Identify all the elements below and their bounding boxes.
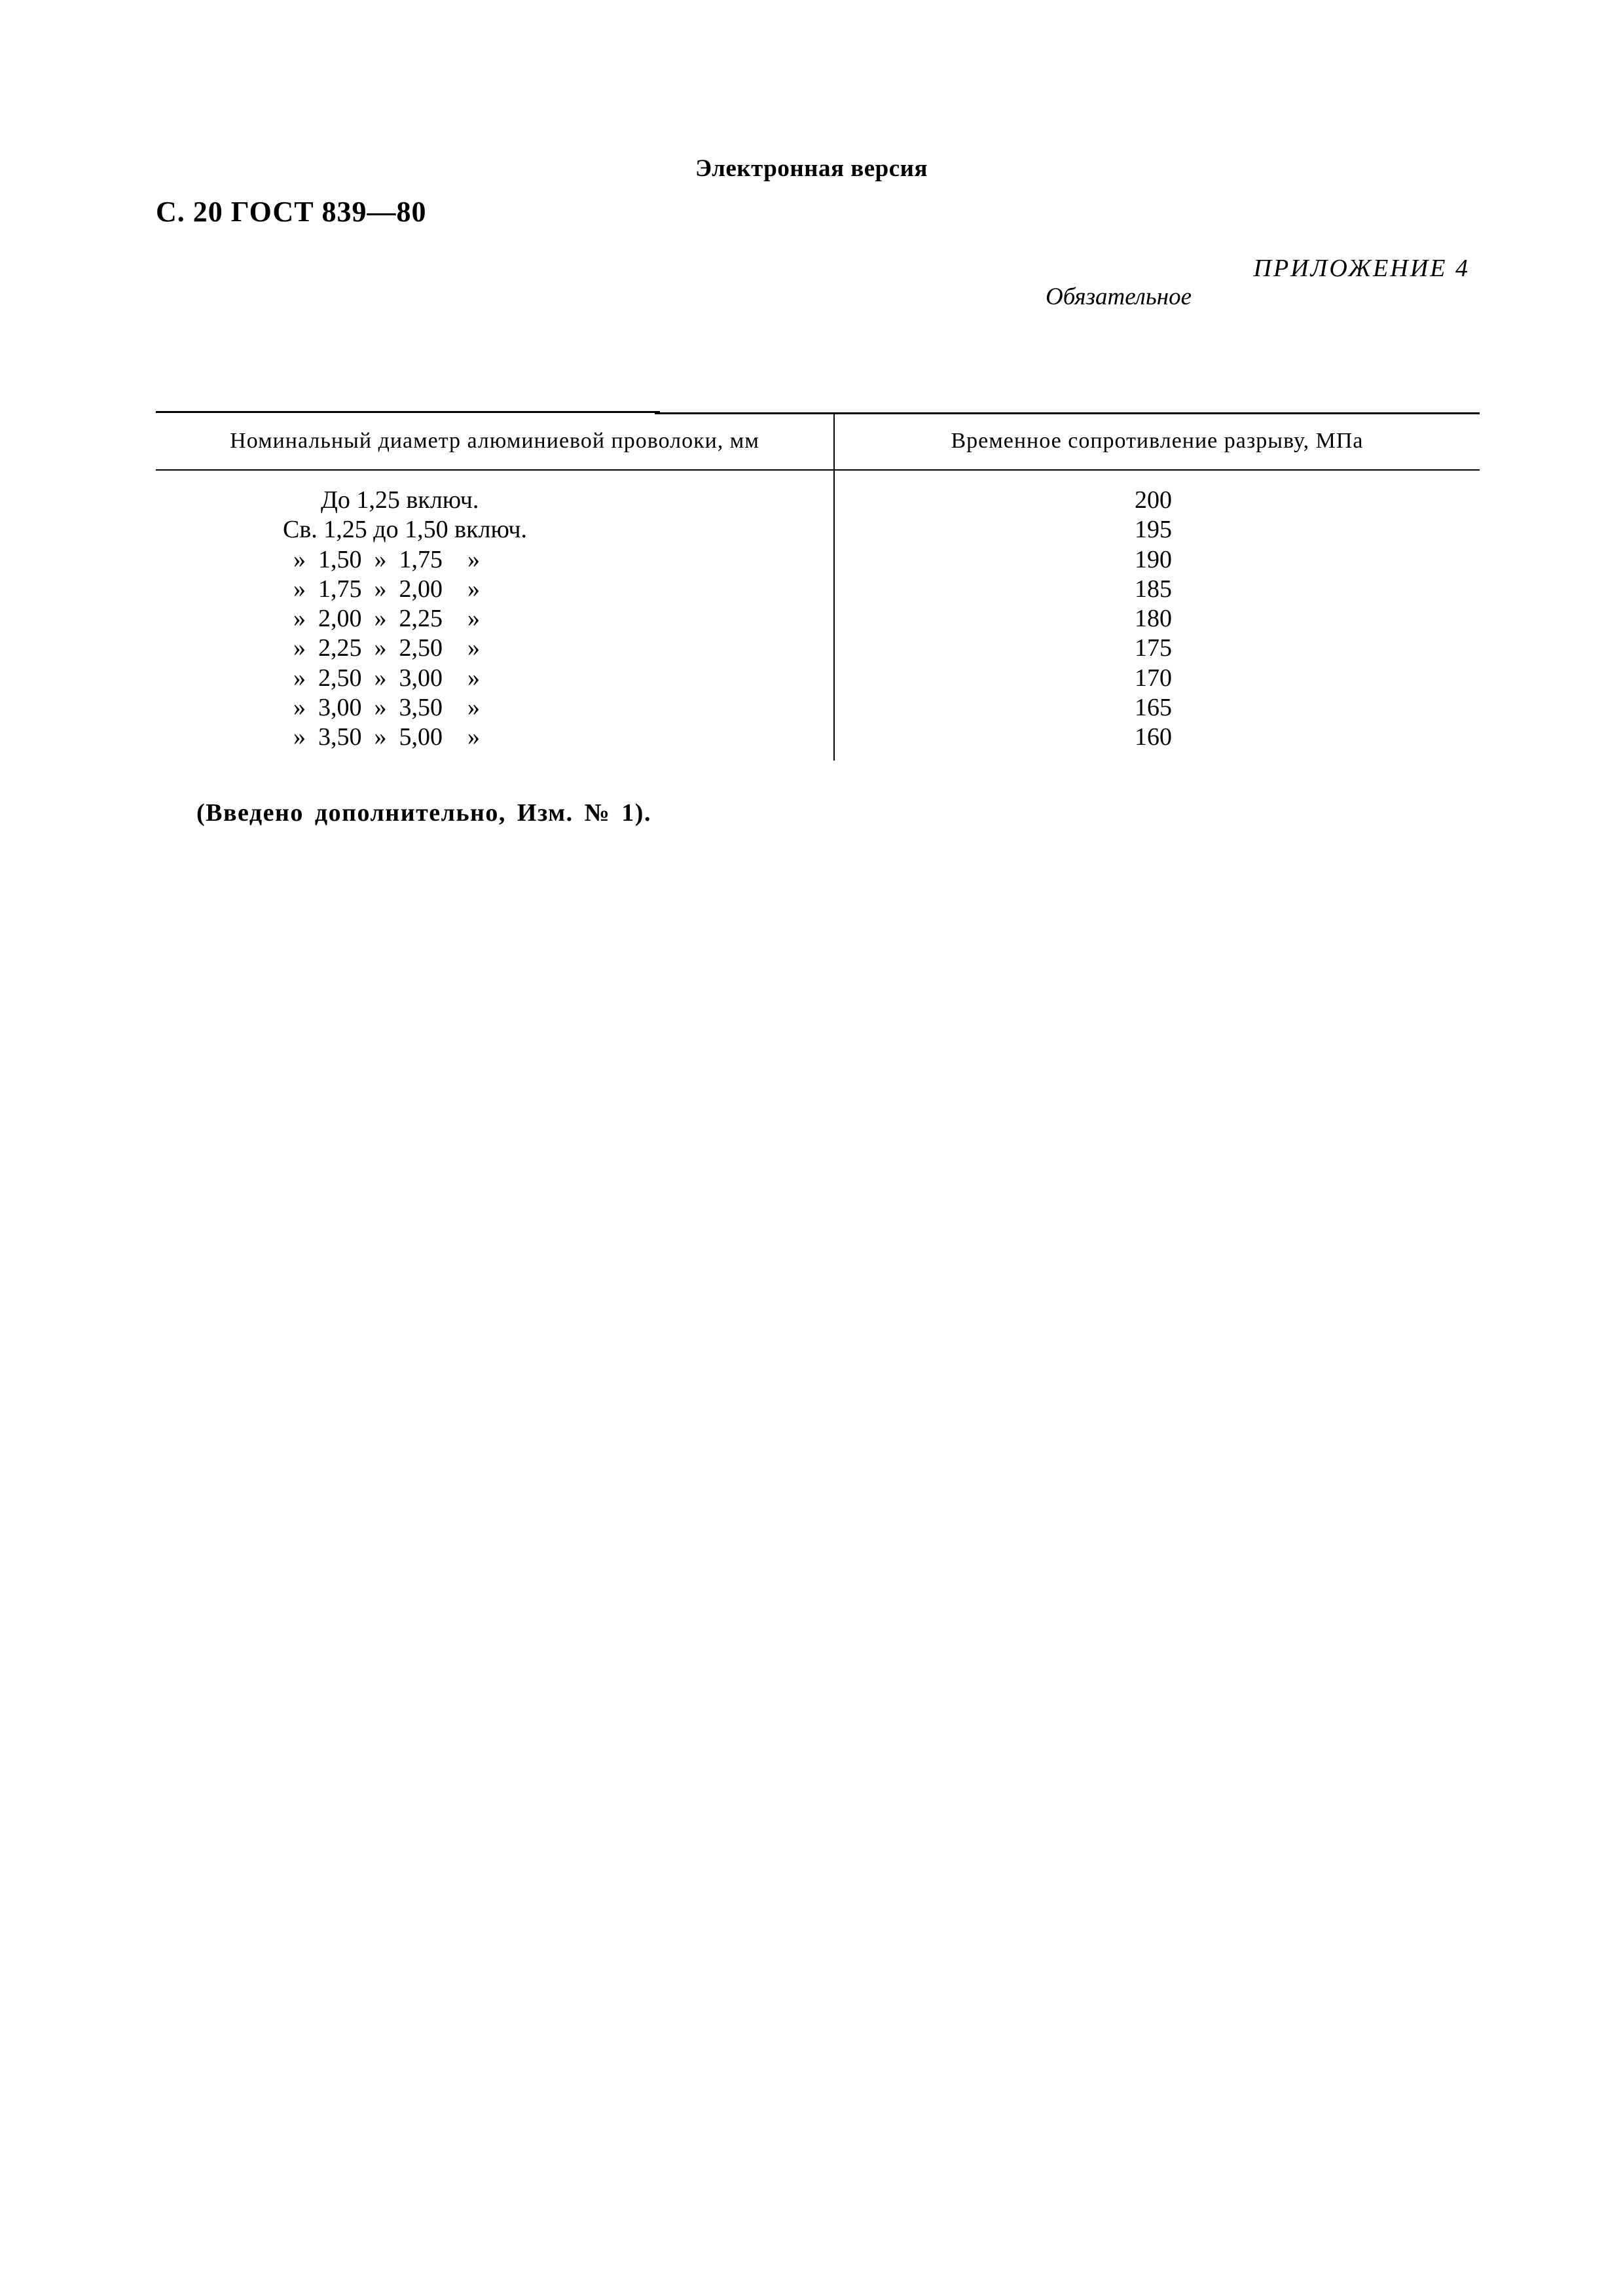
table-cell-diameter: » 3,00 » 3,50 » <box>293 694 480 722</box>
table-header-diameter: Номинальный диаметр алюминиевой проволоки, мм <box>230 429 759 453</box>
table-column-diameter <box>156 486 833 753</box>
watermark-text: Электронная версия <box>695 155 928 182</box>
table-top-rule <box>156 411 660 413</box>
table-cell-strength: 195 <box>1135 516 1172 544</box>
table-cell-strength: 180 <box>1135 605 1172 633</box>
table-column-strength <box>835 486 1480 753</box>
table-cell-diameter: » 3,50 » 5,00 » <box>293 723 480 751</box>
page-header: С. 20 ГОСТ 839—80 <box>156 196 427 228</box>
table-cell-strength: 165 <box>1135 694 1172 722</box>
table-header-strength: Временное сопротивление разрыву, МПа <box>951 429 1364 453</box>
table-header-rule <box>156 469 1480 471</box>
appendix-title: ПРИЛОЖЕНИЕ 4 <box>1253 255 1470 282</box>
table-cell-strength: 200 <box>1135 486 1172 514</box>
table-cell-strength: 175 <box>1135 634 1172 662</box>
table-cell-diameter: » 2,25 » 2,50 » <box>293 634 480 662</box>
table-cell-diameter: Св. 1,25 до 1,50 включ. <box>283 516 528 544</box>
table-cell-diameter: До 1,25 включ. <box>321 486 479 514</box>
appendix-status: Обязательное <box>1045 283 1192 310</box>
table-cell-strength: 160 <box>1135 723 1172 751</box>
table-cell-strength: 185 <box>1135 575 1172 603</box>
table-cell-diameter: » 2,00 » 2,25 » <box>293 605 480 633</box>
table-cell-diameter: » 2,50 » 3,00 » <box>293 664 480 692</box>
table-cell-strength: 190 <box>1135 545 1172 573</box>
table-top-rule <box>655 412 1480 414</box>
table-cell-diameter: » 1,75 » 2,00 » <box>293 575 480 603</box>
table-cell-diameter: » 1,50 » 1,75 » <box>293 545 480 573</box>
amendment-note: (Введено дополнительно, Изм. № 1). <box>196 799 651 827</box>
table-cell-strength: 170 <box>1135 664 1172 692</box>
